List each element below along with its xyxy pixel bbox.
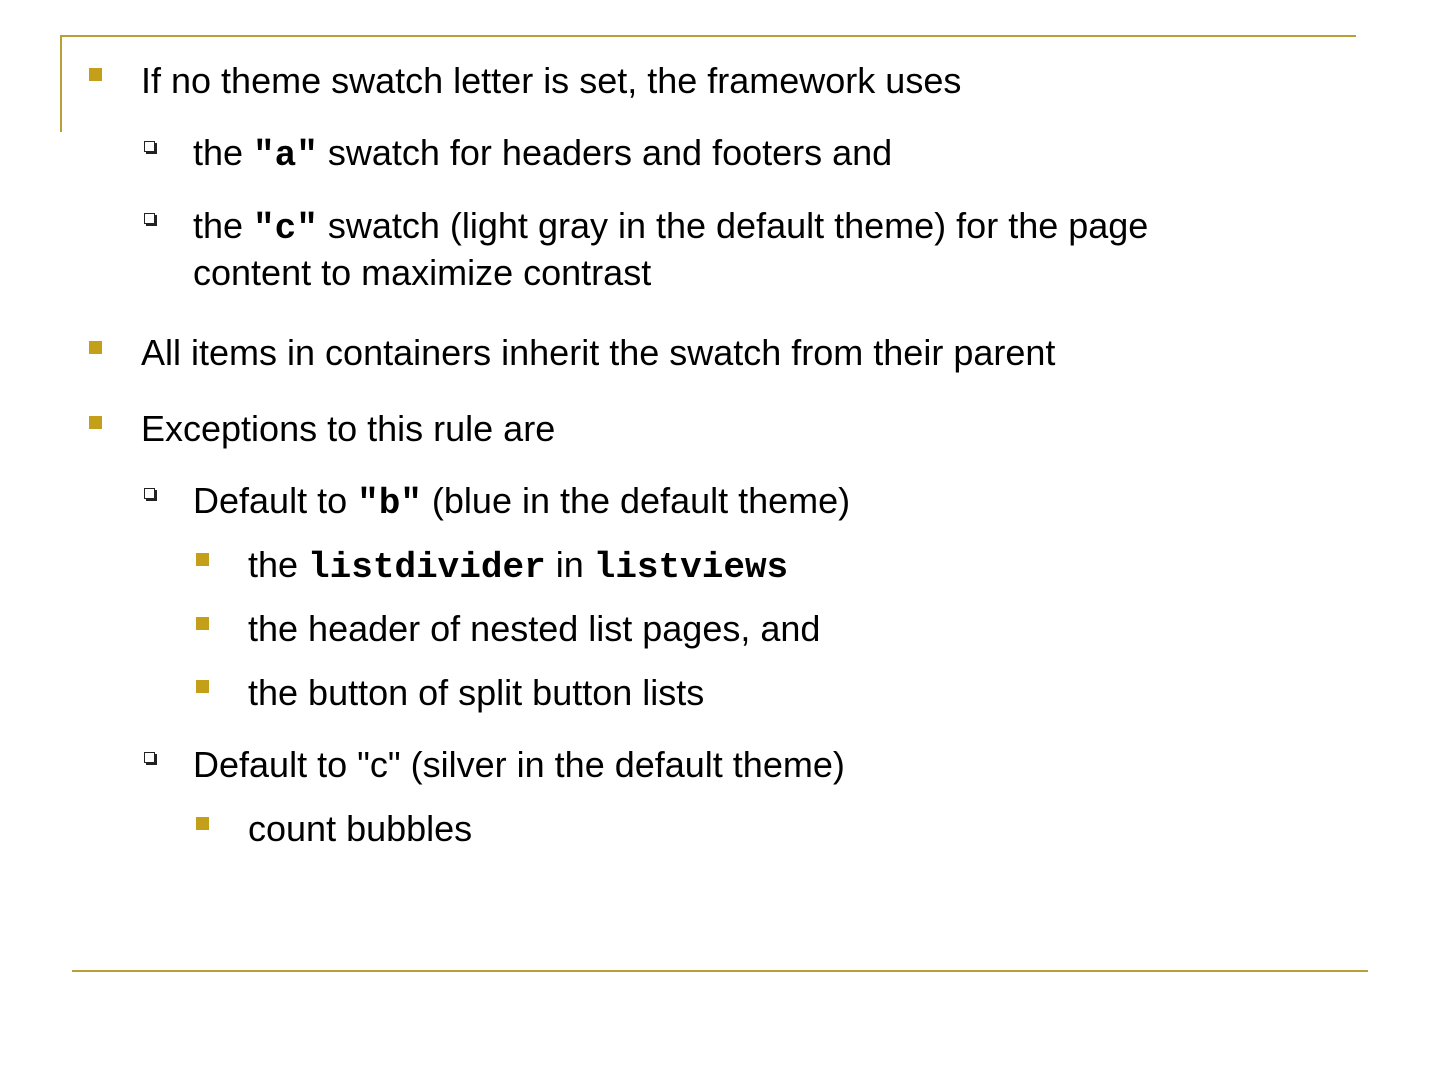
hollow-square-bullet-icon xyxy=(144,213,155,224)
hollow-square-bullet-icon xyxy=(144,752,155,763)
square-bullet-icon xyxy=(196,553,209,566)
frame-top-line xyxy=(60,35,1356,37)
sub-bullet-text: Default to "c" (silver in the default theme) xyxy=(193,744,845,785)
sub-bullet-text: the "c" swatch (light gray in the default theme) for the page xyxy=(193,205,1149,249)
sub-sub-bullet-text: the header of nested list pages, and xyxy=(248,608,821,649)
sub-bullet-text-continuation: content to maximize contrast xyxy=(193,252,652,293)
code-a: "a" xyxy=(253,135,318,176)
code-listdivider: listdivider xyxy=(308,547,546,588)
code-c: "c" xyxy=(253,208,318,249)
frame-bottom-line xyxy=(72,970,1368,972)
frame-left-line xyxy=(60,35,62,132)
sub-sub-bullet-text: the listdivider in listviews xyxy=(248,544,789,588)
hollow-square-bullet-icon xyxy=(144,488,155,499)
square-bullet-icon xyxy=(89,341,102,354)
hollow-square-bullet-icon xyxy=(144,141,155,152)
square-bullet-icon xyxy=(196,617,209,630)
bullet-text: All items in containers inherit the swatch from their parent xyxy=(141,332,1056,373)
sub-sub-bullet-text: count bubbles xyxy=(248,808,473,849)
square-bullet-icon xyxy=(89,416,102,429)
sub-bullet-text: the "a" swatch for headers and footers and xyxy=(193,132,893,176)
sub-sub-bullet-text: the button of split button lists xyxy=(248,672,705,713)
bullet-text: Exceptions to this rule are xyxy=(141,408,556,449)
square-bullet-icon xyxy=(196,680,209,693)
code-b: "b" xyxy=(357,483,422,524)
square-bullet-icon xyxy=(196,817,209,830)
bullet-text: If no theme swatch letter is set, the framework uses xyxy=(141,60,962,101)
square-bullet-icon xyxy=(89,68,102,81)
code-listviews: listviews xyxy=(593,547,789,588)
sub-bullet-text: Default to "b" (blue in the default theme) xyxy=(193,480,851,524)
